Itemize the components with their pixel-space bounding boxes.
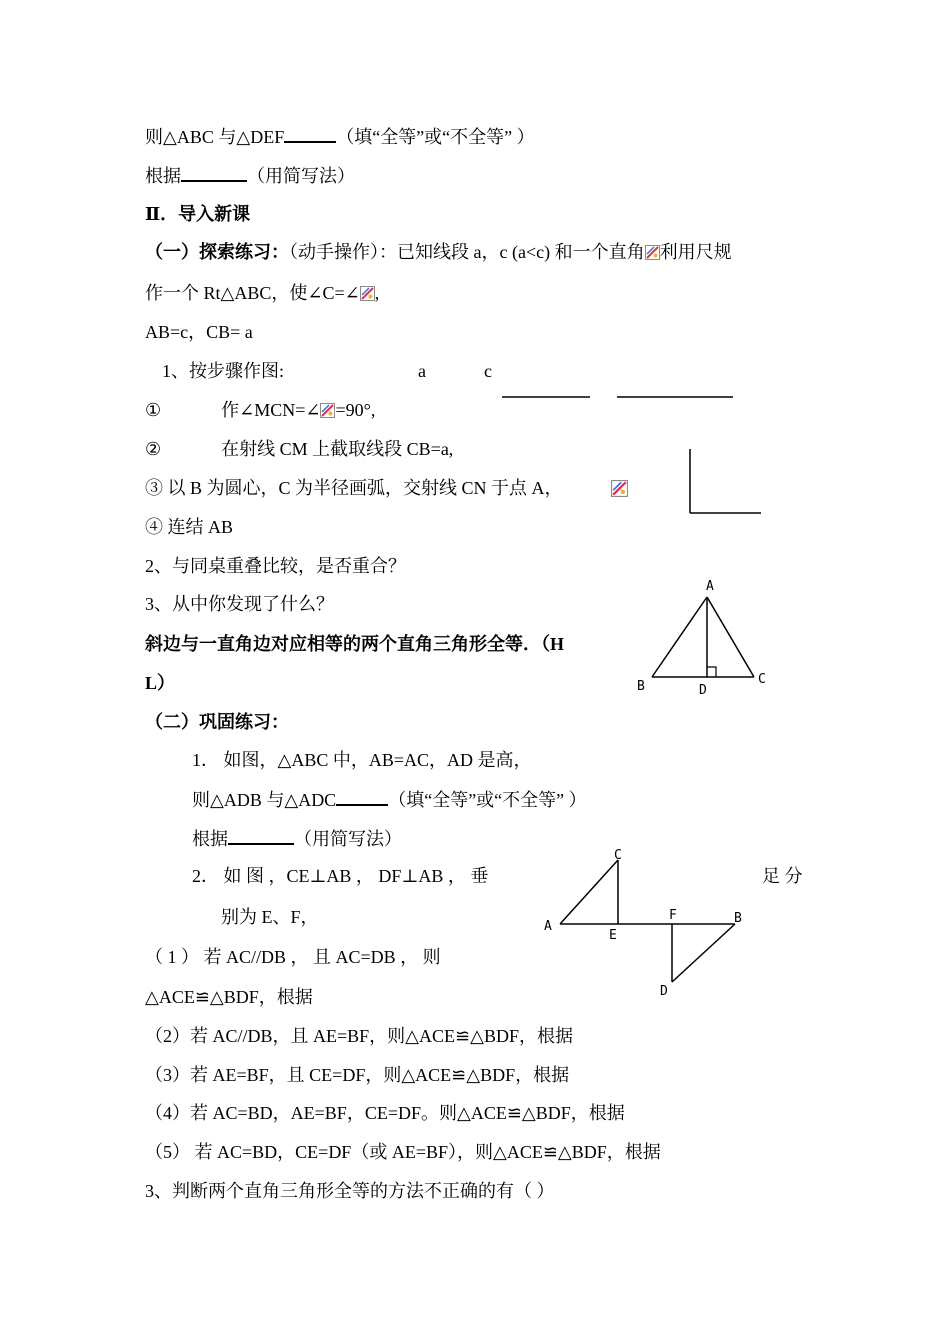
line-ab-cb: AB=c，CB= a [145,322,253,342]
question-discover: 3、从中你发现了什么？ [145,594,334,614]
case-2: （2）若 AC//DB，且 AE=BF，则△ACE≌△BDF，根据 [145,1026,573,1046]
label-a: A [544,919,552,934]
broken-image-icon [320,403,335,418]
text: 则△ADB 与△ADC [192,790,337,810]
problem-1-basis [192,826,402,851]
segment-ac [560,860,618,924]
blank-3 [336,787,388,806]
side-ac [707,597,754,677]
case-5: （5） 若 AC=BD，CE=DF（或 AE=BF），则△ACE≌△BDF，根据 [145,1142,661,1162]
case-1-cont: △ACE≌△BDF，根据 [145,987,313,1007]
theorem-hl-cont: L） [145,673,176,693]
label-f: F [669,908,677,923]
broken-image-icon [611,480,628,497]
text: 根据 [192,829,228,849]
segment-a-label: a [418,361,426,381]
step-4: ④ 连结 AB [145,517,234,537]
side-ab [652,597,707,677]
step-number: ① [145,400,162,420]
two-triangles-figure [530,840,760,1010]
theorem-hl: 斜边与一直角边对应相等的两个直角三角形全等．（H [145,634,564,654]
label-a: A [706,579,714,594]
label-d: D [699,683,707,698]
blank-4 [228,826,294,845]
label-c: C [758,672,766,687]
text: 作一个 Rt△ABC，使∠C=∠ [145,283,360,303]
problem-2-tail: 足 分 [762,866,803,886]
case-3: （3）若 AE=BF，且 CE=DF，则△ACE≌△BDF，根据 [145,1065,570,1085]
segment-db [672,924,735,982]
case-1: （ 1 ） 若 AC//DB ， 且 AC=DB ， 则 [145,947,441,967]
question-judge: 3、判断两个直角三角形全等的方法不正确的有（ ） [145,1181,555,1201]
step-1 [145,398,375,422]
text: , [374,283,380,303]
isosceles-triangle-figure [630,570,780,700]
section-heading-intro: Ⅱ．导入新课 [145,204,251,224]
label-b: B [734,911,742,926]
text: 则△ABC 与△DEF [145,127,285,147]
right-angle-mark [707,667,716,677]
label-c: C [614,848,622,863]
section-heading-practice: （二）巩固练习： [145,712,289,732]
label-b: B [637,679,645,694]
text: 根据 [145,166,181,186]
problem-1: 1． 如图，△ABC 中，AB=AC，AD 是高， [192,750,532,770]
label-d: D [660,984,668,999]
step-number: ② [145,439,162,459]
text: 在射线 CM 上截取线段 CB=a, [221,439,454,459]
question-overlap: 2、与同桌重叠比较，是否重合？ [145,556,406,576]
problem-1-ask [192,787,587,812]
text: （用简写法） [247,166,355,186]
text: 作∠MCN=∠ [221,400,321,420]
step-2 [145,437,453,461]
problem-2: 2． 如 图 ，CE⊥AB ， DF⊥AB ， 垂 [192,866,489,886]
text: （动手操作）：已知线段 a，c (a<c) 和一个直角 [289,242,645,262]
step-3: ③ 以 B 为圆心，C 为半径画弧，交射线 CN 于点 A， [145,478,563,498]
label-e: E [609,928,617,943]
steps-heading: 1、按步骤作图: [162,361,285,381]
text: 利用尺规 [659,242,732,262]
text: =90°, [335,400,376,420]
text: （填“全等”或“不全等” ） [336,127,535,147]
text: （用简写法） [294,829,402,849]
case-4: （4）若 AC=BD，AE=BF，CE=DF。则△ACE≌△BDF，根据 [145,1103,625,1123]
text: （填“全等”或“不全等” ） [388,790,587,810]
problem-2-cont: 别为 E、F， [221,907,319,927]
segment-c-label: c [484,361,492,381]
explore-label: （一）探索练习： [145,242,289,262]
